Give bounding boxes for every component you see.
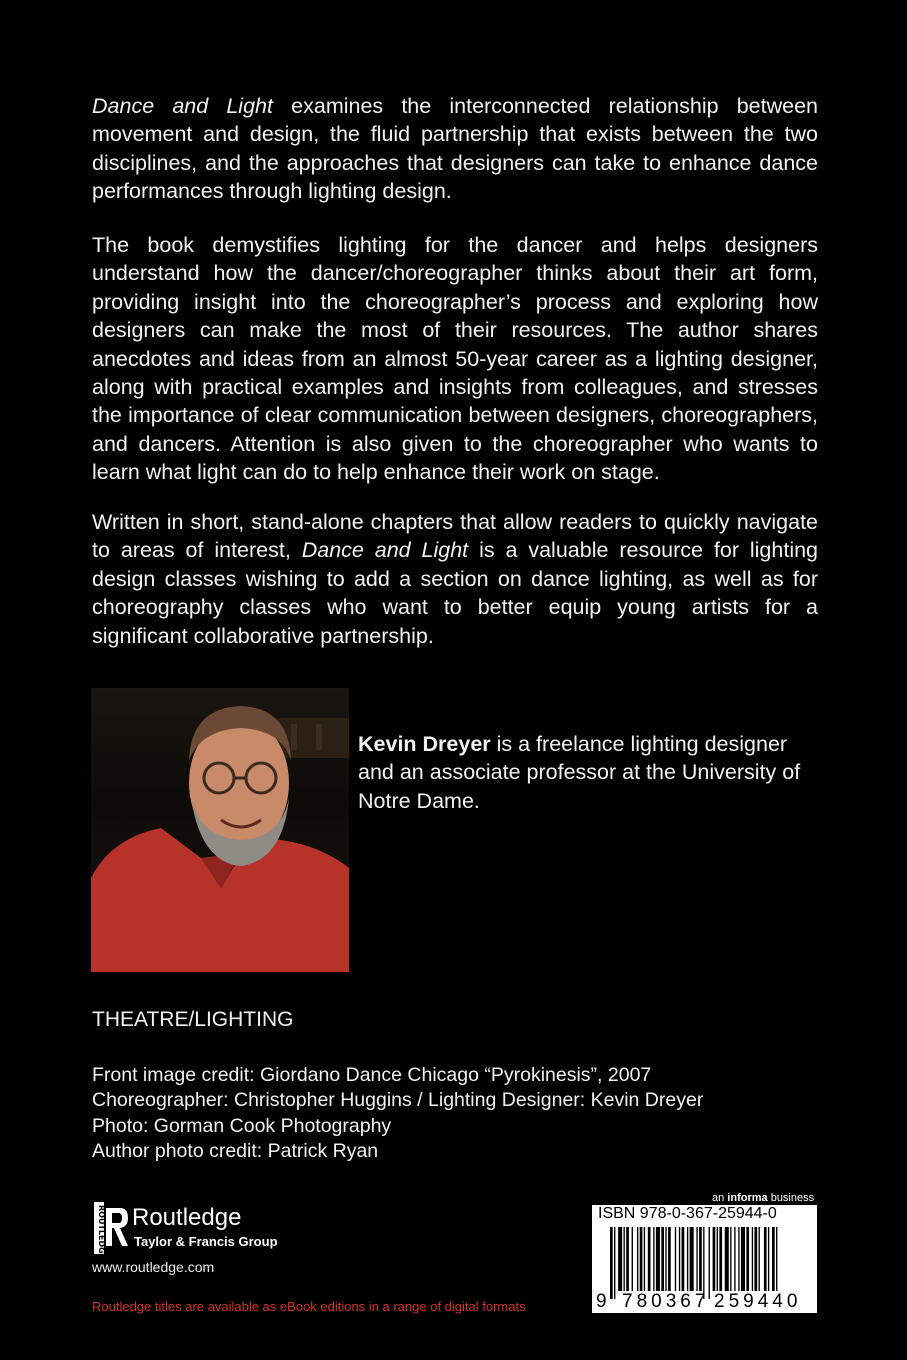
barcode-bar: [640, 1227, 643, 1291]
barcode-bar: [661, 1227, 664, 1291]
barcode-bar: [772, 1227, 775, 1291]
barcode-bar: [637, 1227, 638, 1291]
barcode-bar: [696, 1227, 697, 1291]
barcode-bar: [746, 1227, 749, 1291]
barcode-bar: [754, 1227, 757, 1291]
publisher-name: Routledge: [132, 1204, 242, 1231]
barcode-bar: [644, 1227, 645, 1291]
barcode-bar: [675, 1227, 676, 1291]
barcode-bar: [738, 1227, 739, 1291]
barcode-bar: [682, 1227, 685, 1291]
barcode-bar: [713, 1227, 716, 1291]
barcode-bar: [653, 1227, 654, 1291]
ebook-note: Routledge titles are available as eBook editions in a range of digital formats: [92, 1299, 526, 1314]
credit-line: Photo: Gorman Cook Photography: [92, 1114, 392, 1137]
blurb-paragraph-1: [92, 92, 818, 206]
logo-mark-text: ROUTLEDGE: [97, 1205, 106, 1258]
barcode-bar: [699, 1227, 702, 1291]
credit-line: Author photo credit: Patrick Ryan: [92, 1139, 379, 1162]
book-title-italic: Dance and Light: [92, 94, 273, 118]
barcode-bar: [624, 1227, 625, 1291]
barcode-bar: [730, 1227, 731, 1291]
barcode-bar: [719, 1227, 722, 1291]
subject-category: THEATRE/LIGHTING: [92, 1008, 294, 1031]
isbn-number: ISBN 978-0-367-25944-0: [598, 1205, 777, 1222]
author-name: Kevin Dreyer: [358, 732, 491, 756]
barcode-bar: [690, 1227, 694, 1291]
informa-bold: informa: [727, 1192, 768, 1204]
barcode-bar: [764, 1227, 767, 1291]
informa-business-label: [712, 1192, 814, 1204]
publisher-group: Taylor & Francis Group: [134, 1234, 278, 1249]
isbn-barcode: [592, 1205, 817, 1313]
barcode-bar: [679, 1227, 680, 1291]
publisher-website[interactable]: www.routledge.com: [92, 1259, 215, 1275]
barcode-bar: [648, 1227, 651, 1291]
informa-suffix: business: [767, 1192, 815, 1204]
barcode-bar: [632, 1227, 633, 1291]
author-bio: [358, 730, 828, 815]
barcode-bar: [656, 1227, 660, 1291]
barcode-bar: [734, 1227, 735, 1291]
barcode-bar: [626, 1227, 629, 1291]
ean-right-group: 259440: [714, 1291, 802, 1312]
credit-line: Choreographer: Christopher Huggins / Lighting Designer: Kevin Dreyer: [92, 1089, 704, 1112]
author-photo: [91, 688, 349, 972]
barcode-bar: [709, 1227, 710, 1299]
blurb-paragraph-3: [92, 508, 818, 650]
author-portrait-icon: [91, 688, 349, 972]
routledge-logo-icon: [92, 1200, 132, 1258]
barcode-bar: [614, 1227, 615, 1299]
barcode-bar: [665, 1227, 666, 1291]
barcode-bar: [687, 1227, 688, 1291]
author-bio-text: is a freelance lighting designer and an associate professor at the University of Notre Dame.: [358, 732, 801, 813]
image-credits: [92, 1063, 703, 1164]
publisher-logo: [92, 1200, 292, 1260]
barcode-bar: [768, 1227, 769, 1291]
ean-first-digit: 9: [596, 1291, 607, 1312]
credit-line: Front image credit: Giordano Dance Chicago “Pyrokinesis”, 2007: [92, 1064, 652, 1086]
barcode-bar: [610, 1227, 613, 1299]
barcode-bar: [741, 1227, 745, 1291]
informa-prefix: an: [712, 1192, 728, 1204]
ean-left-group: 780367: [622, 1291, 710, 1312]
barcode-bar: [618, 1227, 622, 1291]
barcode-bar: [725, 1227, 729, 1291]
blurb-paragraph-1-text: examines the interconnected relationship between movement and design, the fluid partnership that exists between the two disciplines, and the approaches that designers can take to enhance dance performances through lighting design.: [92, 94, 818, 204]
blurb-paragraph-3-rest: is a valuable resource for lighting design classes wishing to add a section on dance lighting, as well as for choreography classes who want to better equip young artists for a significant collaborative partnership.: [92, 538, 819, 648]
barcode-bar: [759, 1227, 760, 1291]
barcode-bar: [752, 1227, 753, 1291]
barcode-bar: [717, 1227, 718, 1291]
book-title-italic: Dance and Light: [301, 538, 469, 563]
blurb-paragraph-3-start: Written in short, stand-alone chapters that allow readers to quickly navigate to areas of interest,: [92, 510, 818, 563]
barcode-bar: [703, 1227, 704, 1299]
barcode-bar: [776, 1227, 777, 1291]
blurb-paragraph-2: The book demystifies lighting for the dancer and helps designers understand how the dancer/choreographer thinks about their art form, providing insight into the choreographer’s process and exploring how designers can make the most of their resources. The author shares anecdotes and ideas from an almost 50-year career as a lighting designer, along with practical examples and insights from colleagues, and stresses the importance of clear communication between designers, choreographers, and dancers. Attention is also given to the choreographer who wants to learn what light can do to help enhance their work on stage.: [92, 233, 818, 485]
barcode-bar: [668, 1227, 671, 1291]
